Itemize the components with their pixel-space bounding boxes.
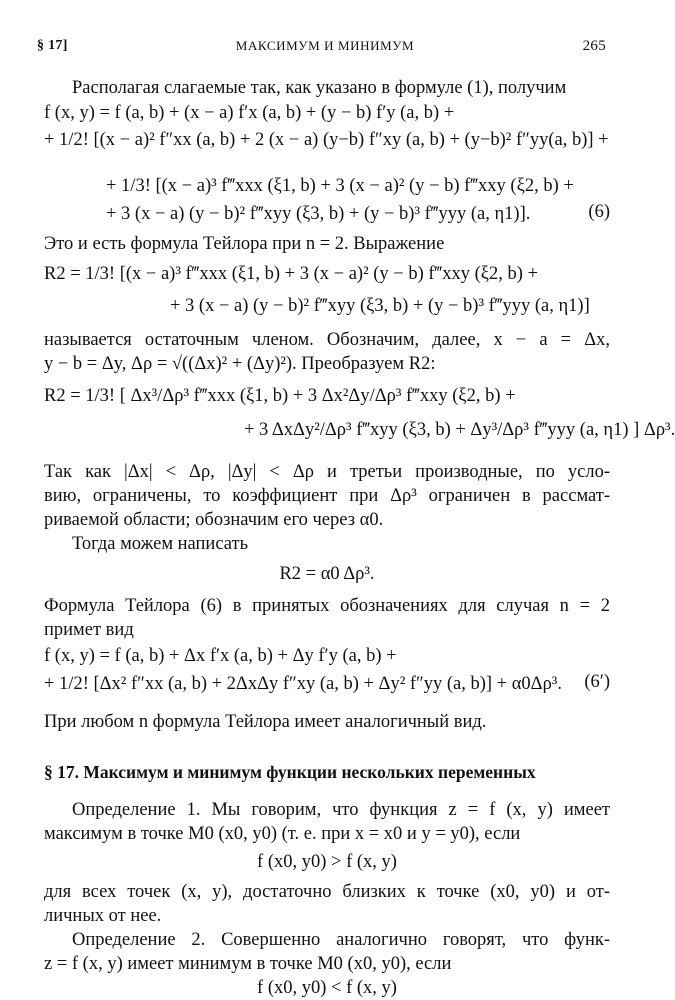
text-line: называется остаточным членом. Обозначим, далее, x − a = Δx,	[44, 330, 610, 350]
text-line: вию, ограничены, то коэффициент при Δρ³ ограничен в рассмат-	[44, 486, 610, 506]
text-line: y − b = Δy, Δρ = √((Δx)² + (Δy)²). Преобразуем R2:	[44, 354, 436, 374]
formula-line: + 3 (x − a) (y − b)² f‴xyy (ξ3, b) + (y − b)³ f‴yyy (a, η1)].	[106, 204, 531, 224]
text-line: Так как |Δx| < Δρ, |Δy| < Δρ и третьи производные, по усло-	[44, 462, 610, 482]
text-line: Определение 2. Совершенно аналогично говорят, что функ-	[72, 930, 610, 950]
equation-number: (6′)	[584, 672, 610, 692]
equation-number: (6)	[588, 202, 610, 222]
formula-line: + 1/3! [(x − a)³ f‴xxx (ξ1, b) + 3 (x − a)² (y − b) f‴xxy (ξ2, b) +	[106, 176, 574, 196]
text-line: Тогда можем написать	[72, 534, 249, 554]
section-heading: § 17. Максимум и минимум функции нескольких переменных	[44, 762, 536, 782]
text-line: Это и есть формула Тейлора при n = 2. Выражение	[44, 234, 445, 254]
formula-line: R2 = 1/3! [(x − a)³ f‴xxx (ξ1, b) + 3 (x − a)² (y − b) f‴xxy (ξ2, b) +	[44, 264, 538, 284]
text-line: риваемой области; обозначим его через α0.	[44, 510, 384, 530]
formula-line: + 1/2! [Δx² f″xx (a, b) + 2ΔxΔy f″xy (a, b) + Δy² f″yy (a, b)] + α0Δρ³.	[44, 674, 562, 694]
text-line: максимум в точке M0 (x0, y0) (т. е. при x = x0 и y = y0), если	[44, 824, 521, 844]
running-header-title: МАКСИМУМ И МИНИМУМ	[235, 38, 415, 53]
formula-line: f (x0, y0) < f (x, y)	[257, 978, 397, 998]
page-number: 265	[582, 38, 606, 54]
text-line: Определение 1. Мы говорим, что функция z = f (x, y) имеет	[72, 800, 610, 820]
text-line: личных от нее.	[44, 906, 162, 926]
text-line: При любом n формула Тейлора имеет аналогичный вид.	[44, 712, 487, 732]
running-header-section: § 17]	[37, 38, 68, 53]
formula-line: f (x0, y0) > f (x, y)	[257, 852, 397, 872]
formula-line: + 1/2! [(x − a)² f″xx (a, b) + 2 (x − a) (y−b) f″xy (a, b) + (y−b)² f″yy(a, b)] +	[44, 130, 609, 150]
text-line: Располагая слагаемые так, как указано в формуле (1), получим	[72, 78, 567, 98]
formula-line: f (x, y) = f (a, b) + (x − a) f′x (a, b) + (y − b) f′y (a, b) +	[44, 103, 455, 123]
formula-line: + 3 ΔxΔy²/Δρ³ f‴xyy (ξ3, b) + Δy³/Δρ³ f‴yyy (a, η1) ] Δρ³.	[244, 420, 675, 440]
formula-line: R2 = α0 Δρ³.	[279, 564, 375, 584]
formula-line: + 3 (x − a) (y − b)² f‴xyy (ξ3, b) + (y − b)³ f‴yyy (a, η1)]	[170, 296, 590, 316]
formula-line: f (x, y) = f (a, b) + Δx f′x (a, b) + Δy f′y (a, b) +	[44, 646, 397, 666]
text-line: для всех точек (x, y), достаточно близких к точке (x0, y0) и от-	[44, 882, 610, 902]
formula-line: R2 = 1/3! [ Δx³/Δρ³ f‴xxx (ξ1, b) + 3 Δx²Δy/Δρ³ f‴xxy (ξ2, b) +	[44, 386, 516, 406]
text-line: z = f (x, y) имеет минимум в точке M0 (x0, y0), если	[44, 954, 452, 974]
text-line: Формула Тейлора (6) в принятых обозначениях для случая n = 2	[44, 596, 610, 616]
text-line: примет вид	[44, 620, 134, 640]
